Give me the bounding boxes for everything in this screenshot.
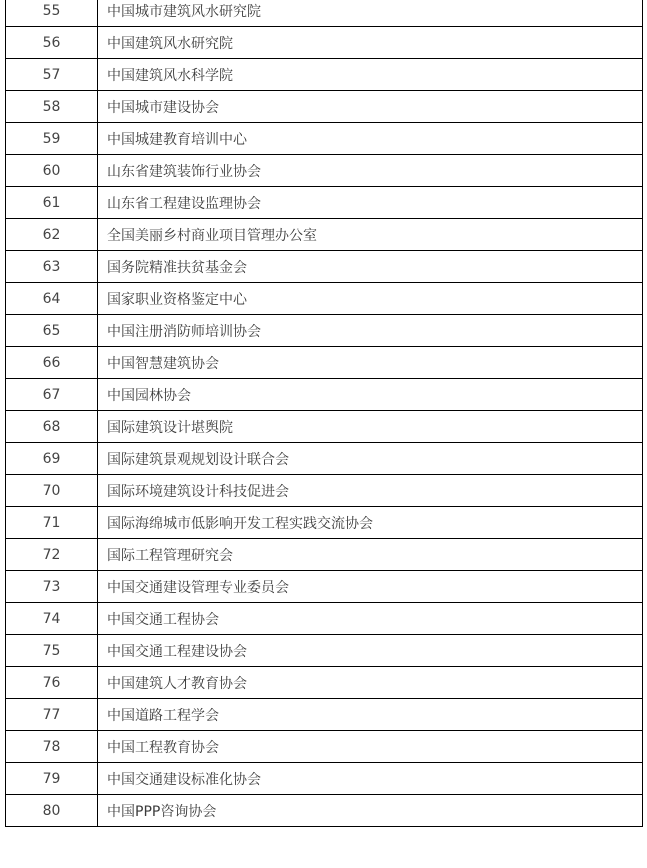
table-row [6,443,643,475]
organization-table-body [6,0,643,827]
row-number-cell: 79 [6,763,98,795]
organization-name-cell: 中国工程教育协会 [98,731,643,763]
row-number-cell: 63 [6,251,98,283]
table-row [6,475,643,507]
organization-name-cell: 中国智慧建筑协会 [98,347,643,379]
organization-name-cell: 中国交通建设标准化协会 [98,763,643,795]
organization-table-container [5,0,643,827]
row-number-cell: 67 [6,379,98,411]
row-number-cell: 70 [6,475,98,507]
organization-name-cell: 中国交通建设管理专业委员会 [98,571,643,603]
table-row [6,795,643,827]
row-number-cell: 78 [6,731,98,763]
organization-name-cell: 中国园林协会 [98,379,643,411]
organization-name-cell: 中国交通工程协会 [98,603,643,635]
row-number-cell: 73 [6,571,98,603]
table-row [6,27,643,59]
row-number-cell: 55 [6,0,98,27]
row-number-cell: 56 [6,27,98,59]
organization-table [5,0,643,827]
table-row [6,763,643,795]
row-number-cell: 59 [6,123,98,155]
organization-name-cell: 中国建筑人才教育协会 [98,667,643,699]
row-number-cell: 74 [6,603,98,635]
row-number-cell: 76 [6,667,98,699]
table-row [6,283,643,315]
row-number-cell: 71 [6,507,98,539]
table-row [6,0,643,27]
table-row [6,91,643,123]
row-number-cell: 75 [6,635,98,667]
table-row [6,315,643,347]
organization-name-cell: 国际工程管理研究会 [98,539,643,571]
table-row [6,155,643,187]
organization-name-cell: 国际海绵城市低影响开发工程实践交流协会 [98,507,643,539]
row-number-cell: 57 [6,59,98,91]
row-number-cell: 65 [6,315,98,347]
organization-name-cell: 全国美丽乡村商业项目管理办公室 [98,219,643,251]
table-row [6,379,643,411]
row-number-cell: 62 [6,219,98,251]
organization-name-cell: 中国PPP咨询协会 [98,795,643,827]
table-row [6,59,643,91]
organization-name-cell: 国家职业资格鉴定中心 [98,283,643,315]
organization-name-cell: 中国注册消防师培训协会 [98,315,643,347]
row-number-cell: 80 [6,795,98,827]
table-row [6,635,643,667]
organization-name-cell: 山东省建筑装饰行业协会 [98,155,643,187]
row-number-cell: 61 [6,187,98,219]
row-number-cell: 68 [6,411,98,443]
table-row [6,123,643,155]
table-row [6,219,643,251]
organization-name-cell: 国际建筑景观规划设计联合会 [98,443,643,475]
table-row [6,539,643,571]
row-number-cell: 72 [6,539,98,571]
row-number-cell: 66 [6,347,98,379]
organization-name-cell: 中国城市建筑风水研究院 [98,0,643,27]
table-row [6,251,643,283]
organization-name-cell: 山东省工程建设监理协会 [98,187,643,219]
organization-name-cell: 中国交通工程建设协会 [98,635,643,667]
table-row [6,667,643,699]
organization-name-cell: 国际建筑设计堪舆院 [98,411,643,443]
organization-name-cell: 国际环境建筑设计科技促进会 [98,475,643,507]
table-row [6,507,643,539]
organization-name-cell: 中国城建教育培训中心 [98,123,643,155]
table-row [6,187,643,219]
organization-name-cell: 中国道路工程学会 [98,699,643,731]
table-row [6,347,643,379]
organization-name-cell: 中国建筑风水研究院 [98,27,643,59]
table-row [6,571,643,603]
row-number-cell: 64 [6,283,98,315]
organization-name-cell: 中国城市建设协会 [98,91,643,123]
organization-name-cell: 中国建筑风水科学院 [98,59,643,91]
table-row [6,603,643,635]
table-row [6,699,643,731]
organization-name-cell: 国务院精准扶贫基金会 [98,251,643,283]
row-number-cell: 77 [6,699,98,731]
table-row [6,731,643,763]
row-number-cell: 58 [6,91,98,123]
row-number-cell: 60 [6,155,98,187]
row-number-cell: 69 [6,443,98,475]
table-row [6,411,643,443]
